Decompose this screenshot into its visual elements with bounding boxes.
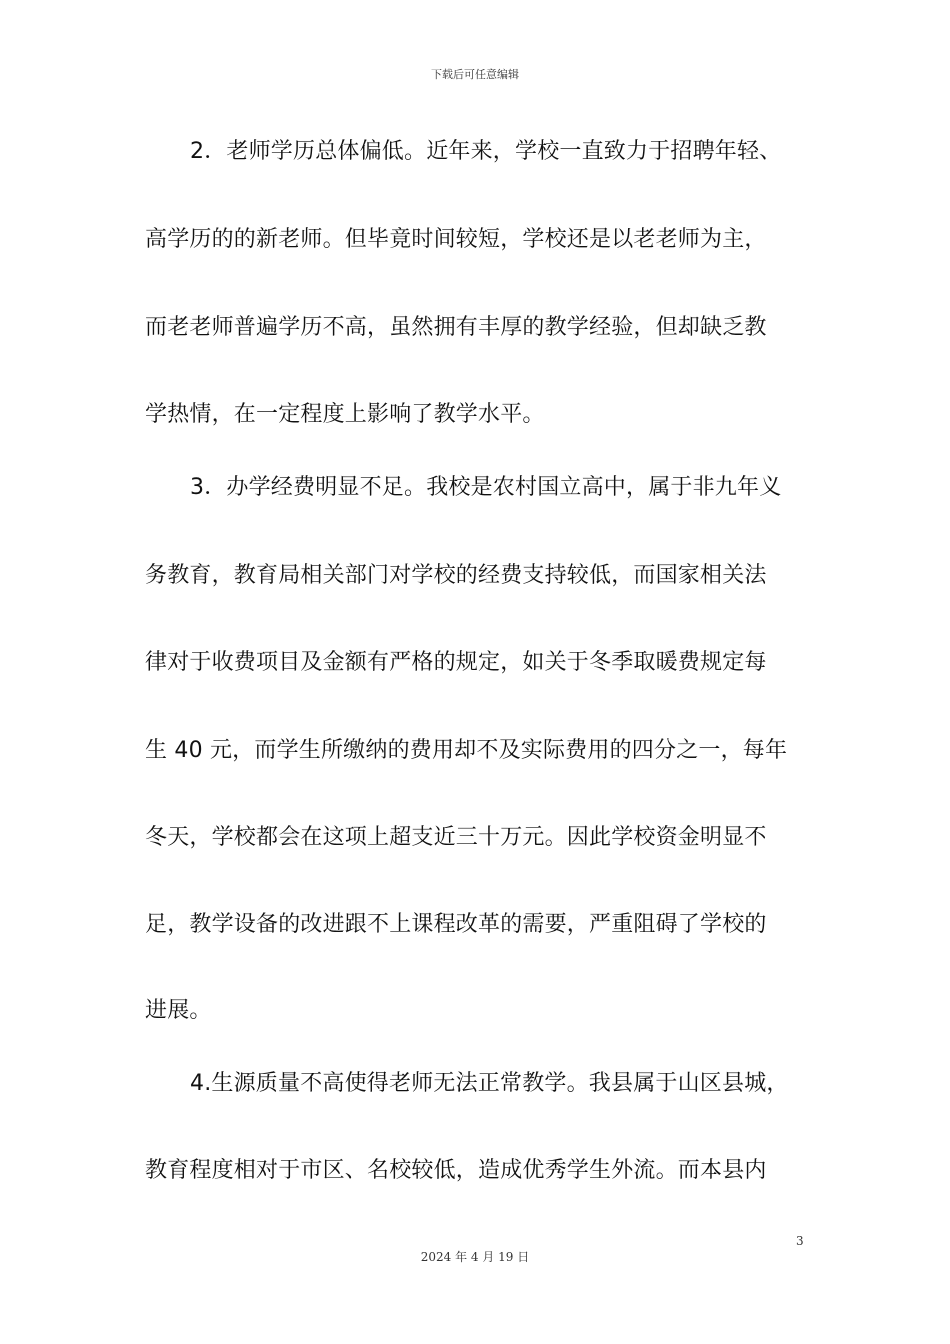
paragraph-line: 进展。	[145, 998, 212, 1023]
paragraph-line: 而老老师普遍学历不高，虽然拥有丰厚的教学经验，但却缺乏教	[145, 315, 767, 340]
paragraph-line: 足，教学设备的改进跟不上课程改革的需要，严重阻碍了学校的	[145, 912, 767, 937]
paragraph-line: 生 40 元，而学生所缴纳的费用却不及实际费用的四分之一，每年	[145, 738, 788, 763]
paragraph-line: 务教育，教育局相关部门对学校的经费支持较低，而国家相关法	[145, 563, 767, 588]
paragraph-line: 学热情，在一定程度上影响了教学水平。	[145, 402, 545, 427]
paragraph-line: 2．老师学历总体偏低。近年来，学校一直致力于招聘年轻、	[190, 139, 782, 164]
paragraph-line: 3．办学经费明显不足。我校是农村国立高中，属于非九年义	[190, 475, 782, 500]
page-number: 3	[796, 1234, 804, 1248]
paragraph-line: 4.生源质量不高使得老师无法正常教学。我县属于山区县城，	[190, 1071, 789, 1096]
paragraph-line: 律对于收费项目及金额有严格的规定，如关于冬季取暖费规定每	[145, 650, 767, 675]
paragraph-line: 冬天，学校都会在这项上超支近三十万元。因此学校资金明显不	[145, 825, 767, 850]
footer-date: 2024 年 4 月 19 日	[420, 1250, 530, 1264]
paragraph-line: 高学历的的新老师。但毕竟时间较短，学校还是以老老师为主，	[145, 227, 767, 252]
paragraph-line: 教育程度相对于市区、名校较低，造成优秀学生外流。而本县内	[145, 1158, 767, 1183]
page-header: 下载后可任意编辑	[431, 68, 519, 81]
